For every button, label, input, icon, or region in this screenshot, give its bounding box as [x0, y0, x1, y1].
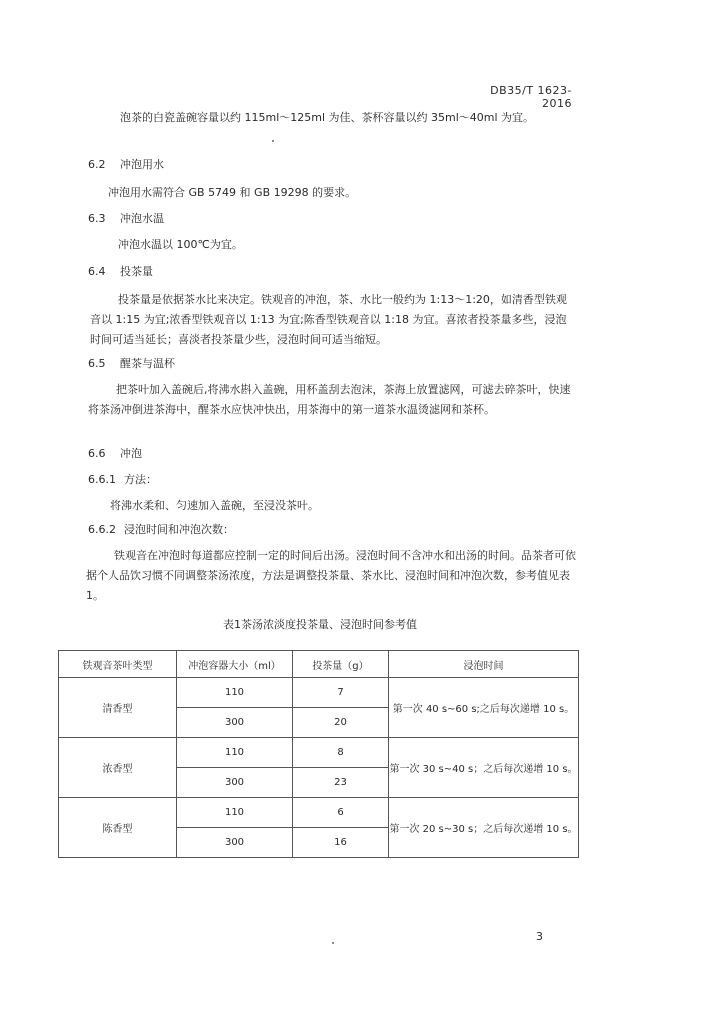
table-row	[59, 798, 579, 828]
volume-cell: 300	[177, 708, 293, 738]
section-number: 6.3	[88, 212, 106, 225]
steep-time-cell: 第一次 20 s~30 s；之后每次递增 10 s。	[389, 798, 579, 858]
section-number: 6.6.1	[88, 473, 116, 486]
volume-cell: 110	[177, 678, 293, 708]
tea-type-cell: 清香型	[59, 678, 177, 738]
amount-cell: 7	[293, 678, 389, 708]
section-title: 冲泡用水	[120, 158, 164, 171]
volume-cell: 110	[177, 798, 293, 828]
section-6-2-body: 冲泡用水需符合 GB 5749 和 GB 19298 的要求。	[108, 186, 357, 199]
section-number: 6.6	[88, 447, 106, 460]
section-title: 醒茶与温杯	[120, 357, 175, 370]
header-cell: 投茶量（g）	[293, 651, 389, 678]
tea-type-cell: 陈香型	[59, 798, 177, 858]
section-6-4-heading	[88, 264, 153, 280]
section-title: 冲泡	[120, 447, 142, 460]
section-number: 6.2	[88, 158, 106, 171]
section-6-2-heading	[88, 157, 164, 173]
table-title: 表1茶汤浓淡度投茶量、浸泡时间参考值	[223, 618, 417, 631]
section-6-3-heading	[88, 211, 164, 227]
amount-cell: 8	[293, 738, 389, 768]
header-cell: 冲泡容器大小（ml）	[177, 651, 293, 678]
section-6-6-2-heading	[88, 522, 234, 538]
steep-time-cell: 第一次 30 s~40 s；之后每次递增 10 s。	[389, 738, 579, 798]
section-number: 6.4	[88, 265, 106, 278]
volume-cell: 110	[177, 738, 293, 768]
section-6-3-body: 冲泡水温以 100℃为宜。	[118, 238, 243, 251]
steep-time-cell: 第一次 40 s~60 s;之后每次递增 10 s。	[389, 678, 579, 738]
volume-cell: 300	[177, 828, 293, 858]
volume-cell: 300	[177, 768, 293, 798]
standard-code: DB35/T 1623-2016	[490, 84, 572, 110]
section-title: 浸泡时间和冲泡次数：	[124, 523, 234, 536]
intro-line: 泡茶的白瓷盖碗容量以约 115ml～125ml 为佳、茶杯容量以约 35ml～40ml 为宜。	[120, 111, 535, 124]
section-title: 冲泡水温	[120, 212, 164, 225]
header-cell: 浸泡时间	[389, 651, 579, 678]
section-6-6-1-body: 将沸水柔和、匀速加入盖碗，至浸没茶叶。	[110, 499, 319, 512]
amount-cell: 23	[293, 768, 389, 798]
section-title: 投茶量	[120, 265, 153, 278]
section-number: 6.5	[88, 357, 106, 370]
section-6-5-body: 把茶叶加入盖碗后,将沸水斟入盖碗，用杯盖刮去泡沫，茶海上放置滤网，可滤去碎茶叶，快速将茶汤冲倒进茶海中，醒茶水应快冲快出，用茶海中的第一道茶水温烫滤网和茶杯。	[88, 383, 571, 416]
table-row	[59, 678, 579, 708]
steeping-reference-table	[58, 650, 579, 858]
amount-cell: 20	[293, 708, 389, 738]
section-6-5-heading	[88, 356, 175, 372]
page-number: 3	[536, 930, 543, 943]
section-title: 方法：	[124, 473, 157, 486]
amount-cell: 6	[293, 798, 389, 828]
table-row	[59, 738, 579, 768]
scan-speck	[272, 140, 274, 142]
section-6-6-1-heading	[88, 472, 157, 488]
scan-speck	[332, 942, 334, 944]
header-cell: 铁观音茶叶类型	[59, 651, 177, 678]
amount-cell: 16	[293, 828, 389, 858]
section-number: 6.6.2	[88, 523, 116, 536]
table-header-row	[59, 651, 579, 678]
section-6-6-2-body: 铁观音在冲泡时每道都应控制一定的时间后出汤。浸泡时间不含冲水和出汤的时间。品茶者可依据个人品饮习惯不同调整茶汤浓度，方法是调整投茶量、茶水比、浸泡时间和冲泡次数，参考值见表 1。	[86, 549, 576, 602]
section-6-6-heading	[88, 446, 142, 462]
section-6-4-body: 投茶量是依据茶水比来决定。铁观音的冲泡，茶、水比一般约为 1:13～1:20，如清香型铁观音以 1:15 为宜;浓香型铁观音以 1:13 为宜;陈香型铁观音以 1:18 为宜。喜浓者投茶量多些，浸泡时间可适当延长；喜淡者投茶量少些，浸泡时间可适当缩短。	[90, 293, 567, 346]
tea-type-cell: 浓香型	[59, 738, 177, 798]
